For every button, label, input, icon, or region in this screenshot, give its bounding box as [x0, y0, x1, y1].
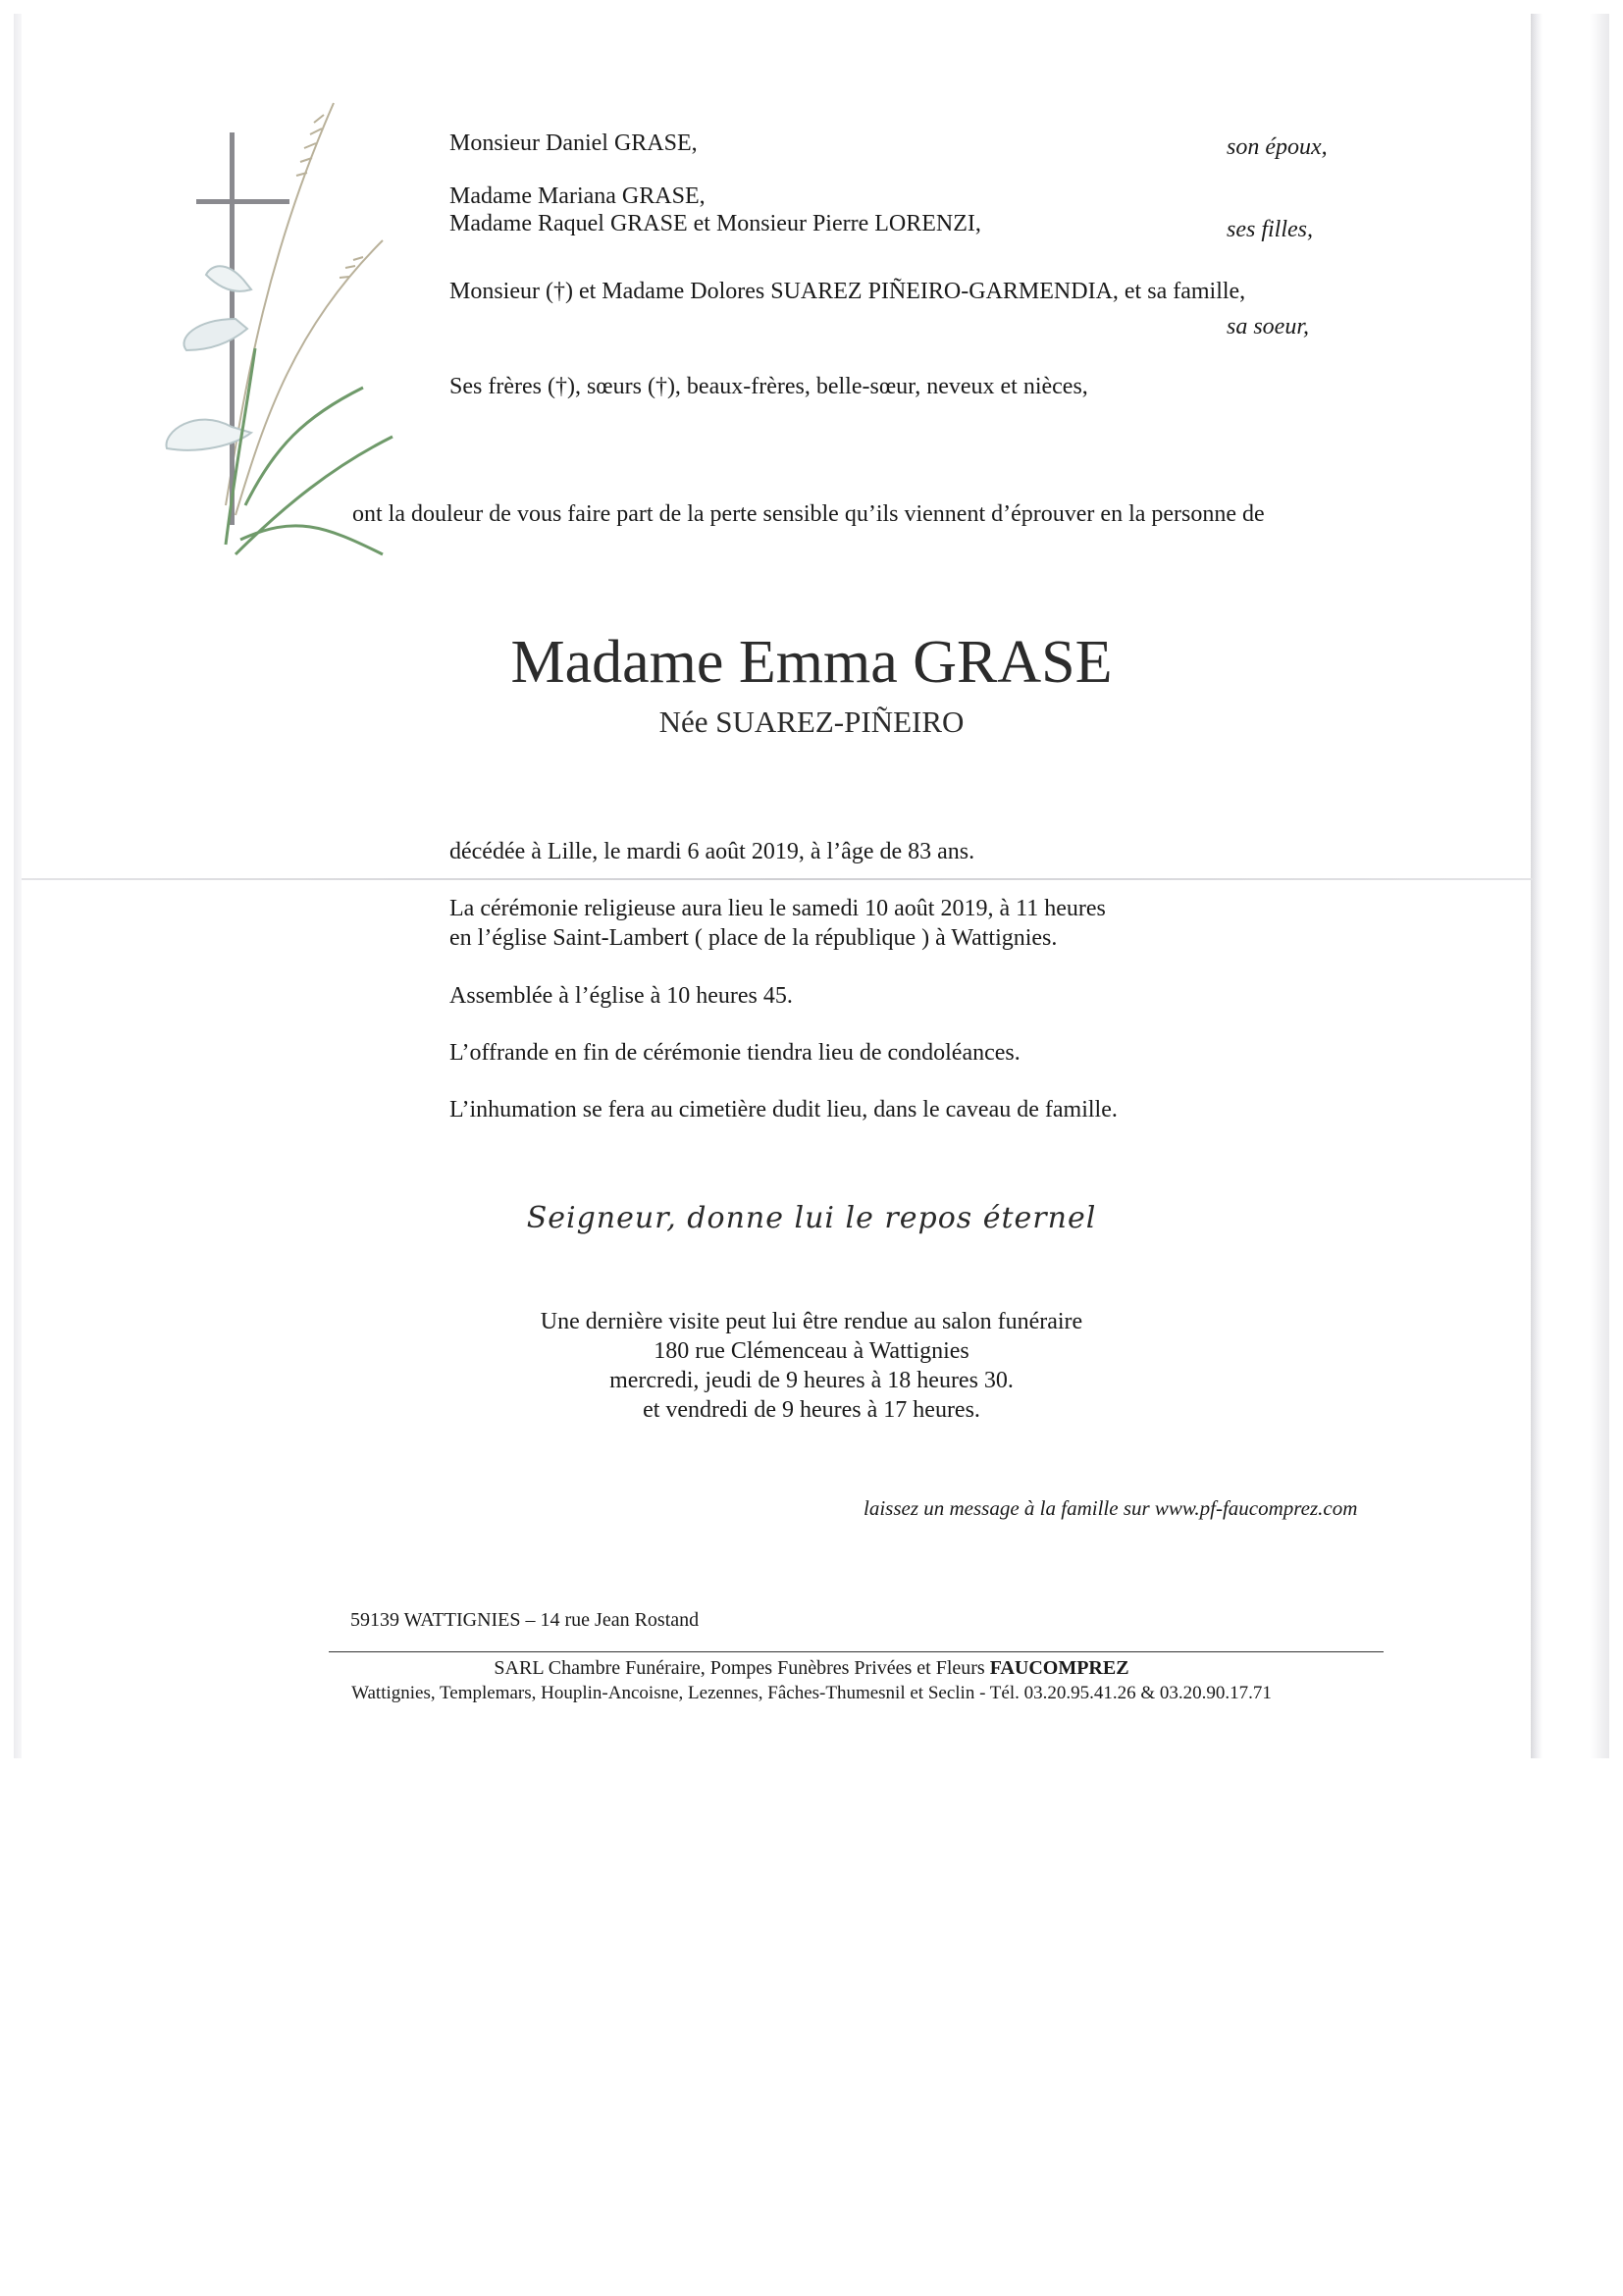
- deceased-maiden-name: Née SUAREZ-PIÑEIRO: [658, 704, 965, 739]
- firm-description: SARL Chambre Funéraire, Pompes Funèbres Privées et Fleurs: [494, 1657, 990, 1679]
- offering-note: L’offrande en fin de cérémonie tiendra lieu de condoléances.: [449, 1040, 1021, 1066]
- announcement-text: ont la douleur de vous faire part de la perte sensible qu’ils viennent d’éprouver en la personne de: [352, 501, 1265, 527]
- visit-line-4: et vendredi de 9 heures à 17 heures.: [643, 1397, 980, 1423]
- daughter-2-name: Madame Raquel GRASE et Monsieur Pierre LORENZI,: [449, 211, 981, 236]
- paper-fold-line: [22, 878, 1533, 880]
- husband-name: Monsieur Daniel GRASE,: [449, 130, 698, 156]
- scan-edge-right: [1531, 14, 1609, 1758]
- firm-name: FAUCOMPREZ: [989, 1657, 1129, 1679]
- visit-line-3: mercredi, jeudi de 9 heures à 18 heures 30.: [609, 1368, 1014, 1393]
- husband-relation: son époux,: [1227, 134, 1328, 160]
- assembly-time: Assemblée à l’église à 10 heures 45.: [449, 983, 793, 1009]
- sister-name: Monsieur (†) et Madame Dolores SUAREZ PIÑEIRO-GARMENDIA, et sa famille,: [449, 279, 1246, 304]
- scan-edge-left: [14, 14, 22, 1758]
- daughters-relation: ses filles,: [1227, 217, 1313, 242]
- funeral-home-firm: [0, 1655, 1623, 1681]
- website-message: laissez un message à la famille sur www.pf-faucomprez.com: [864, 1496, 1358, 1520]
- funeral-home-address: 59139 WATTIGNIES – 14 rue Jean Rostand: [350, 1609, 700, 1631]
- death-details: décédée à Lille, le mardi 6 août 2019, à l’âge de 83 ans.: [449, 839, 975, 864]
- funeral-home-cities-phone: Wattignies, Templemars, Houplin-Ancoisne, Lezennes, Fâches-Thumesnil et Seclin - Tél. 03.20.95.41.26 & 03.20.90.17.71: [351, 1683, 1272, 1703]
- burial-note: L’inhumation se fera au cimetière dudit lieu, dans le caveau de famille.: [449, 1097, 1118, 1122]
- extended-family: Ses frères (†), sœurs (†), beaux-frères, belle-sœur, neveux et nièces,: [449, 374, 1088, 399]
- ceremony-line-1: La cérémonie religieuse aura lieu le samedi 10 août 2019, à 11 heures: [449, 896, 1106, 921]
- prayer-line: Seigneur, donne lui le repos éternel: [526, 1201, 1097, 1235]
- lily-flowers: [167, 266, 251, 450]
- ceremony-line-2: en l’église Saint-Lambert ( place de la république ) à Wattignies.: [449, 925, 1058, 951]
- cross-lily-illustration: [157, 93, 412, 564]
- footer-divider: [329, 1651, 1384, 1652]
- daughter-1-name: Madame Mariana GRASE,: [449, 183, 706, 209]
- deceased-name: Madame Emma GRASE: [510, 629, 1113, 696]
- visit-line-1: Une dernière visite peut lui être rendue au salon funéraire: [540, 1309, 1083, 1334]
- visit-line-2: 180 rue Clémenceau à Wattignies: [654, 1338, 969, 1364]
- sister-relation: sa soeur,: [1227, 314, 1310, 339]
